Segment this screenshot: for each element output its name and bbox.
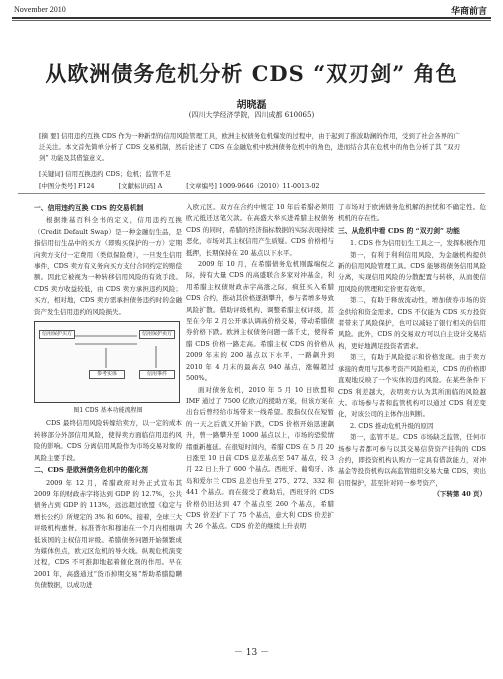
article-title: 从欧洲债务危机分析 CDS “双刃剑” 角色 — [45, 61, 458, 86]
header-journal: 华商前言 — [450, 7, 487, 17]
paragraph: 1. CDS 作为信用衍生工具之一，发挥积极作用 — [350, 239, 486, 248]
paragraph: 根据维基百科全书的定义，信用违约互换（Credit Default Swap）是一种金融衍生品，是指信用衍生品中的买方（即购买保护的一方）定期向卖方支付一定费用（类似保险费），一旦发生信用事件，CDS 卖方有义务向买方支付合同约定的赔偿额。因此它被视为一种转移信用风险的有效手段。CDS 卖方收益较低，由 CDS 卖方承担违约风险；买方，相对地，CDS 卖方需承担债务违约时的金融资产发生信用违约的风险损失。 — [34, 216, 182, 316]
header-rule — [12, 17, 491, 19]
continued-note: （下转第 40 页） — [433, 490, 486, 499]
header-date: November 2010 — [14, 5, 66, 14]
section-heading-1: 一、信用违约互换 CDS 的交易机制 — [34, 204, 144, 212]
flow-box: 信用保护买方 — [39, 330, 75, 339]
paragraph: 入欧元区。双方在合约中规定 10 年后希腊必须用欧元抵还这笔欠款。在高盛大举买进希腊主权债务 CDS 的同时，希腊的经济指标数据的实际表现持续恶化，市场对其主权信用产生质疑。CDS 价格相与抵押，长期保持在 20 基点以下水平。 — [186, 203, 334, 257]
flow-box: 参考实体 — [89, 370, 125, 379]
column-1 — [34, 202, 182, 592]
section-heading-2: 二、CDS 是欧洲债务危机中的催化剂 — [34, 466, 148, 475]
column-2 — [186, 202, 334, 533]
doc-code: [文献标识码] A — [118, 182, 163, 190]
paragraph: 第二，有助于释放流动性，增加债券市场的资金供给和资金需求。CDS 不仅能为 CDS 买方投资者带来了风险保护，也可以减轻了银行相关的信用风险。此外，CDS 的交易双方可以自主设计交易结构，更好地满足投资者需求。 — [338, 296, 486, 350]
paragraph: 了市场对于欧洲债务危机解的担忧和不确定性。危机机的存在性。 — [338, 203, 486, 223]
paragraph: 2. CDS 推动危机升级的原因 — [350, 421, 434, 430]
column-3 — [338, 202, 486, 501]
paragraph: 面对债务危机，2010 年 5 月 10 日欧盟和 IMF 通过了 7500 亿欧元的援助方案，但该方案在出台后曾经给市场带来一线希望。股指仅仅在短暂的一天之后就又开始下跌，CDS 价格开始迅速飙升，曾一路攀升至 1000 基点以上，市场的恐慌情绪重新蔓延。在很短时间内，希腊 CDS 在 5 月 20 日涨至 10 日前 CDS 息差基点至 547 基点，较 3 月 22 日上升了 600 个基点。西班牙、葡萄牙、冰岛和爱尔兰 CDS 息差也升至 275、272、332 和 441 个基点。而在接受了救助后，西班牙的 CDS 价格仍旧达到 47 个基点至 260 个基点，希腊 CDS 价差扩下了 75 个基点，意大利 CDS 价差扩大 26 个基点。CDS 价差的继续上升表明 — [186, 385, 334, 531]
article-id: [文章编号] 1009-9646（2010）11-0013-02 — [186, 182, 320, 190]
paragraph: 第一，监管不足。CDS 市场缺乏监管，任何市场参与者都可参与以其交易信贷资产挂钩的 CDS 合约，即投资机构认购方一定具有借款能力，对冲基金等投资机构以高监管组织交易大量 CDS，卖出信用保护，甚至针对同一参考资产， — [338, 433, 486, 487]
keywords: [关键词] 信用互换违约 CDS；危机；监管不足 — [39, 170, 172, 178]
page-number: － 13 － — [233, 648, 270, 658]
paragraph: 第一，有利于利利信用风险，为金融机构提供新的信用风险管理工具。CDS 能够将债务信用风险分离，实现信用风险的分散配置与转移，从而使信用风险的管理和定价更有效率。 — [338, 250, 486, 293]
flow-box: 信用保护卖方 — [139, 330, 175, 339]
header-rule-thin — [12, 20, 491, 21]
flow-arrows — [35, 322, 179, 402]
paragraph: CDS 最终信用风险转嫁给卖方，以一定的成本转移部分外部信用风险，使得卖方面临信用违约风险的影响。CDS 分离信用风险作为市场交易对象的风险主要手段。 — [34, 419, 182, 462]
affiliation: (四川大学经济学院，四川成都 610065) — [188, 111, 315, 119]
clc-number: [中图分类号] F124 — [39, 182, 95, 190]
author: 胡晓磊 — [236, 100, 267, 111]
flow-box: 信用事件 — [139, 370, 175, 379]
section-divider — [18, 193, 485, 194]
section-heading-3: 三、从危机中看 CDS 的 “双刃剑” 功能 — [338, 226, 460, 235]
paragraph: 2009 年 12 月，希腊政府对外正式宣布其 2009 年的财政赤字将达到 GDP 的 12.7%，公共债务占到 GDP 的 113%，远远超过欧盟《稳定与增长公约》所规定的 3% 和 60%。接着，全球三大评级机构惠誉、标准普尔和穆迪在一个月内相继调低该国的主权信用评级。希腊债务问题开始频繁成为媒体焦点，欧元区危机的导火线。纵观危机演变过程，CDS 不可推卸地起着催化剂的作用。早在 2001 年，高盛通过“货币掉期交易”帮助希腊隐瞒负债数据，以成功进 — [34, 478, 182, 590]
paragraph: 第三，有助于风险提示和价格发现。由于卖方承接的费用与其参考资产风险相关，CDS 的价格即直观地反映了一个实体的违约风险。在某些条件下 CDS 利差越大，表明卖方认为其所面临的风险越大。市场参与者和监管机构可以通过 CDS 利差变化，对该公司的主体作出判断。 — [338, 353, 486, 419]
paragraph: 2009 年 10 月，在希腊债务危机刚露端倪之际，持有大量 CDS 的高盛联合多家对冲基金，利用希腊主权债财政赤字高涨之际，疯狂买入希腊 CDS 合约，推动其价格逐渐攀升，参与者增多导致风险扩散。借助评级机构、调整希腊主权评级，甚至在今年 2 月公开承认调高价格交易，带动希腊债券价格下跌。欧洲主权债务问题一落千丈，使得希腊 CDS 价格一路走高。希腊主权 CDS 的价格从 2009 年末的 200 基点以下水平，一路飙升到 2010 年 4 月末的最高点 940 基点，涨幅超过 500%。 — [186, 260, 334, 383]
article-meta — [39, 181, 469, 190]
figure-caption: 图1 CDS 基本功能流程图 — [73, 407, 143, 415]
figure-1-flowchart — [34, 321, 180, 403]
abstract: [摘 要] 信用违约互换 CDS 作为一种新型的信用风险管理工具，欧洲主权债务危机爆发的过程中，由于起到了推波助澜的作用，受到了社会各界的广泛关注。本文首先简单分析了 CDS 交易机制，然后论述了 CDS 在金融危机中欧洲债务危机中的角色，进而结合其在危机中的角色分析了其 “双刃剑” 功能及其借鉴意义。 — [39, 132, 460, 162]
